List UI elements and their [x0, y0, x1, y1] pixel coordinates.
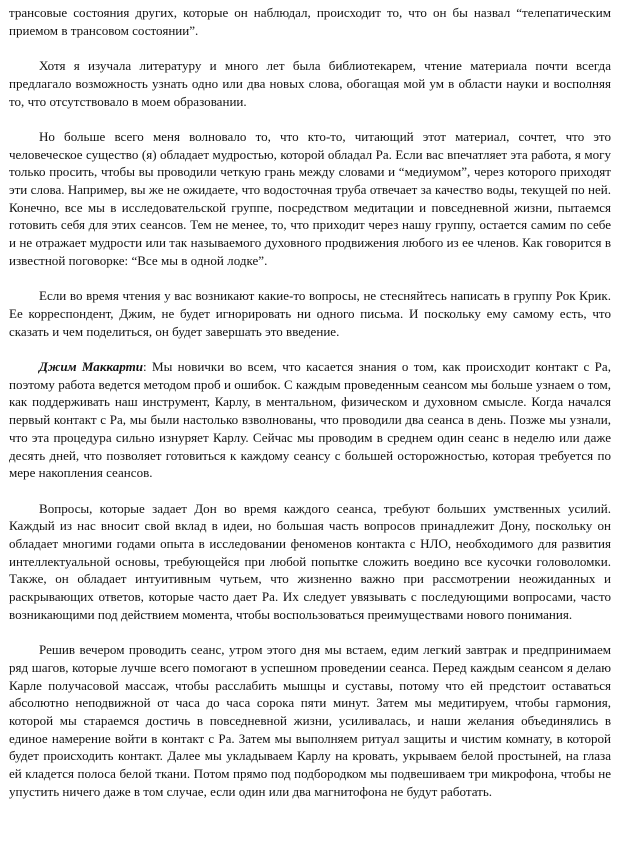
paragraph-text: трансовые состояния других, которые он наблюдал, происходит то, что он бы назвал “телепатическим приемом в трансовом состоянии”.	[9, 5, 611, 38]
paragraph-text: Решив вечером проводить сеанс, утром этого дня мы встаем, едим легкий завтрак и предпринимаем ряд шагов, которые лучше всего помогают в успешном проведении сеанса. Перед каждым сеансом я делаю Карле получасовой массаж, чтобы расслабить мышцы и суставы, потому что ей предстоит оставаться абсолютно неподвижной от часа до часа сорока пяти минут. Затем мы медитируем, чтобы гармония, которой мы стараемся достичь в повседневной жизни, усиливалась, и наши желания объединялись в единое намерение войти в контакт с Ра. Затем мы выполняем ритуал защиты и чистим комнату, в которой будет происходить контакт. Далее мы укладываем Карлу на кровать, укрываем белой простыней, на глаза ей кладется полоса белой ткани. Потом прямо под подбородком мы подвешиваем три микрофона, чтобы не упустить ничего даже в том случае, если один или два магнитофона не будут работать.	[9, 642, 611, 799]
paragraph-6	[9, 500, 611, 624]
paragraph-text: Хотя я изучала литературу и много лет была библиотекарем, чтение материала почти всегда предлагало возможность узнать одно или два новых слова, обогащая мой ум в области науки и восполняя то, что отсутствовало в моем образовании.	[9, 58, 611, 109]
paragraph-text: Если во время чтения у вас возникают какие-то вопросы, не стесняйтесь написать в группу Рок Крик. Ее корреспондент, Джим, не будет игнорировать ни одного письма. И поскольку ему самому есть, что сказать и чем поделиться, он будет завершать это введение.	[9, 288, 611, 339]
paragraph-5	[9, 358, 611, 482]
paragraph-7	[9, 641, 611, 800]
paragraph-text: Но больше всего меня волновало то, что кто-то, читающий этот материал, сочтет, что это человеческое существо (я) обладает мудростью, которой обладал Ра. Если вас впечатляет эта работа, я могу только просить, чтобы вы проводили четкую грань между словами и “медиумом”, через которого приходят эти слова. Например, вы же не ожидаете, что водосточная труба отвечает за качество воды, текущей по ней. Конечно, все мы в исследовательской группе, посредством медитации и повседневной жизни, пытаемся готовить себя для этих сеансов. Тем не менее, то, что приходит через нашу группу, остается самим по себе и не отражает мудрости или так называемого духовного продвижения любого из ее членов. Как говорится в известной поговорке: “Все мы в одной лодке”.	[9, 128, 611, 268]
paragraph-4	[9, 287, 611, 340]
paragraph-2	[9, 57, 611, 110]
paragraph-1	[9, 4, 611, 39]
paragraph-text: : Мы новички во всем, что касается знания о том, как происходит контакт с Ра, поэтому работа ведется методом проб и ошибок. С каждым проведенным сеансом мы больше узнаем о том, как поддерживать наш инструмент, Карлу, в ментальном, физическом и духовном смысле. Когда начался первый контакт с Ра, мы были настолько взволнованы, что проводили два сеанса в день. Позже мы узнали, что эта процедура сильно изнуряет Карлу. Сейчас мы проводим в среднем один сеанс в неделю или даже десять дней, что позволяет готовиться к каждому сеансу с большей осторожностью, которая требуется по мере накопления сеансов.	[9, 359, 611, 481]
speaker-name: Джим Маккарти	[39, 359, 143, 374]
paragraph-text: Вопросы, которые задает Дон во время каждого сеанса, требуют больших умственных усилий. Каждый из нас вносит свой вклад в идеи, но большая часть вопросов принадлежит Дону, поскольку он обладает многими годами опыта в исследовании феноменов контакта с НЛО, необходимого для развития интеллектуальной основы, требующейся при любой попытке сложить воедино все кусочки головоломки. Также, он обладает интуитивным чутьем, что жизненно важно при рассмотрении неожиданных и раскрывающих ответов, которые часто дает Ра. Их следует увязывать с последующими вопросами, часто возникающими под действием момента, чтобы воспользоваться преимуществами нового понимания.	[9, 500, 611, 622]
paragraph-3	[9, 128, 611, 270]
